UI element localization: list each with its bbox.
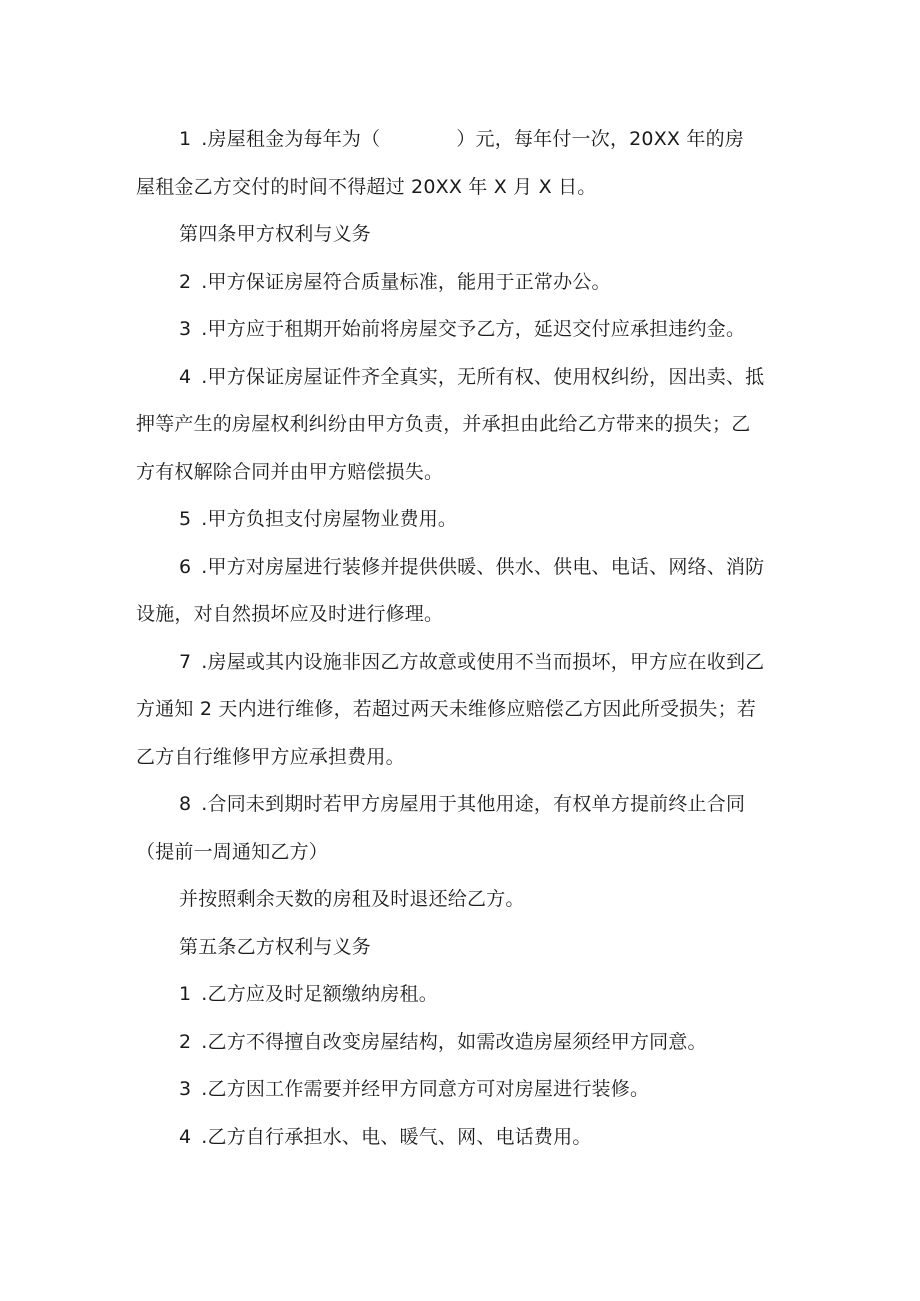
- clause-text: .乙方自行承担水、电、暖气、网、电话费用。: [201, 1125, 592, 1148]
- clause-text: .甲方负担支付房屋物业费用。: [201, 508, 458, 530]
- party-a-clause-7-line-1: [136, 639, 786, 687]
- clause-number: 8: [179, 793, 192, 815]
- party-a-clause-8-line-2: [136, 829, 786, 877]
- document-body: [136, 116, 786, 1161]
- heading-text: 第五条乙方权利与义务: [179, 935, 372, 958]
- clause-text: .乙方因工作需要并经甲方同意方可对房屋进行装修。: [201, 1078, 650, 1100]
- clause-text: .甲方保证房屋符合质量标准，能用于正常办公。: [201, 270, 611, 293]
- clause-text: .甲方对房屋进行装修并提供供暖、供水、供电、电话、网络、消防: [201, 555, 765, 578]
- clause-text: （提前一周通知乙方）: [136, 840, 329, 863]
- clause-text: .乙方应及时足额缴纳房租。: [201, 983, 438, 1005]
- party-a-clause-7-line-3: [136, 734, 786, 782]
- clause-text: 乙方自行维修甲方应承担费用。: [136, 745, 405, 768]
- party-a-clause-8-line-1: [136, 781, 786, 829]
- party-a-clause-2: [136, 259, 786, 307]
- party-a-clause-4-line-2: [136, 401, 786, 449]
- clause-text: 方通知 2 天内进行维修，若超过两天未维修应赔偿乙方因此所受损失；若: [136, 698, 756, 720]
- clause-text: 设施，对自然损坏应及时进行修理。: [136, 603, 444, 625]
- party-a-clause-4-line-1: [136, 354, 786, 402]
- clause-number: 6: [179, 555, 192, 578]
- section-heading-article-4: [136, 211, 786, 259]
- clause-text: .甲方保证房屋证件齐全真实，无所有权、使用权纠纷，因出卖、抵: [201, 365, 765, 388]
- clause-text: 并按照剩余天数的房租及时退还给乙方。: [179, 888, 525, 910]
- rent-clause-line-1: [136, 116, 786, 164]
- party-a-clause-7-line-2: [136, 686, 786, 734]
- clause-number: 4: [179, 1125, 192, 1148]
- heading-text: 第四条甲方权利与义务: [179, 223, 372, 245]
- clause-number: 4: [179, 365, 192, 388]
- party-b-clause-2: [136, 1019, 786, 1067]
- party-a-clause-6-line-1: [136, 544, 786, 592]
- party-a-clause-4-line-3: [136, 449, 786, 497]
- clause-number: 1: [179, 983, 192, 1005]
- party-a-clause-5: [136, 496, 786, 544]
- clause-text: 押等产生的房屋权利纠纷由甲方负责，并承担由此给乙方带来的损失；乙: [136, 413, 751, 435]
- clause-text: .乙方不得擅自改变房屋结构，如需改造房屋须经甲方同意。: [201, 1030, 707, 1053]
- clause-text: .甲方应于租期开始前将房屋交予乙方，延迟交付应承担违约金。: [201, 318, 746, 340]
- clause-text: 方有权解除合同并由甲方赔偿损失。: [136, 460, 444, 483]
- clause-number: 5: [179, 508, 192, 530]
- party-a-clause-8-continuation: [136, 876, 786, 924]
- clause-number: 1: [179, 128, 192, 150]
- party-b-clause-4: [136, 1114, 786, 1162]
- party-a-clause-6-line-2: [136, 591, 786, 639]
- party-b-clause-1: [136, 971, 786, 1019]
- clause-number: 2: [179, 1030, 192, 1053]
- clause-text-continued: ）元，每年付一次，20XX 年的房: [456, 128, 744, 150]
- rent-clause-line-2: [136, 164, 786, 212]
- party-a-clause-3: [136, 306, 786, 354]
- clause-text: .房屋租金为每年为（: [201, 128, 381, 150]
- clause-text: 屋租金乙方交付的时间不得超过 20XX 年 X 月 X 日。: [136, 175, 597, 198]
- party-b-clause-3: [136, 1066, 786, 1114]
- clause-text: .合同未到期时若甲方房屋用于其他用途，有权单方提前终止合同: [201, 793, 746, 815]
- clause-number: 3: [179, 318, 192, 340]
- clause-text: .房屋或其内设施非因乙方故意或使用不当而损坏，甲方应在收到乙: [201, 650, 765, 673]
- clause-number: 3: [179, 1078, 192, 1100]
- section-heading-article-5: [136, 924, 786, 972]
- clause-number: 2: [179, 270, 192, 293]
- clause-number: 7: [179, 650, 192, 673]
